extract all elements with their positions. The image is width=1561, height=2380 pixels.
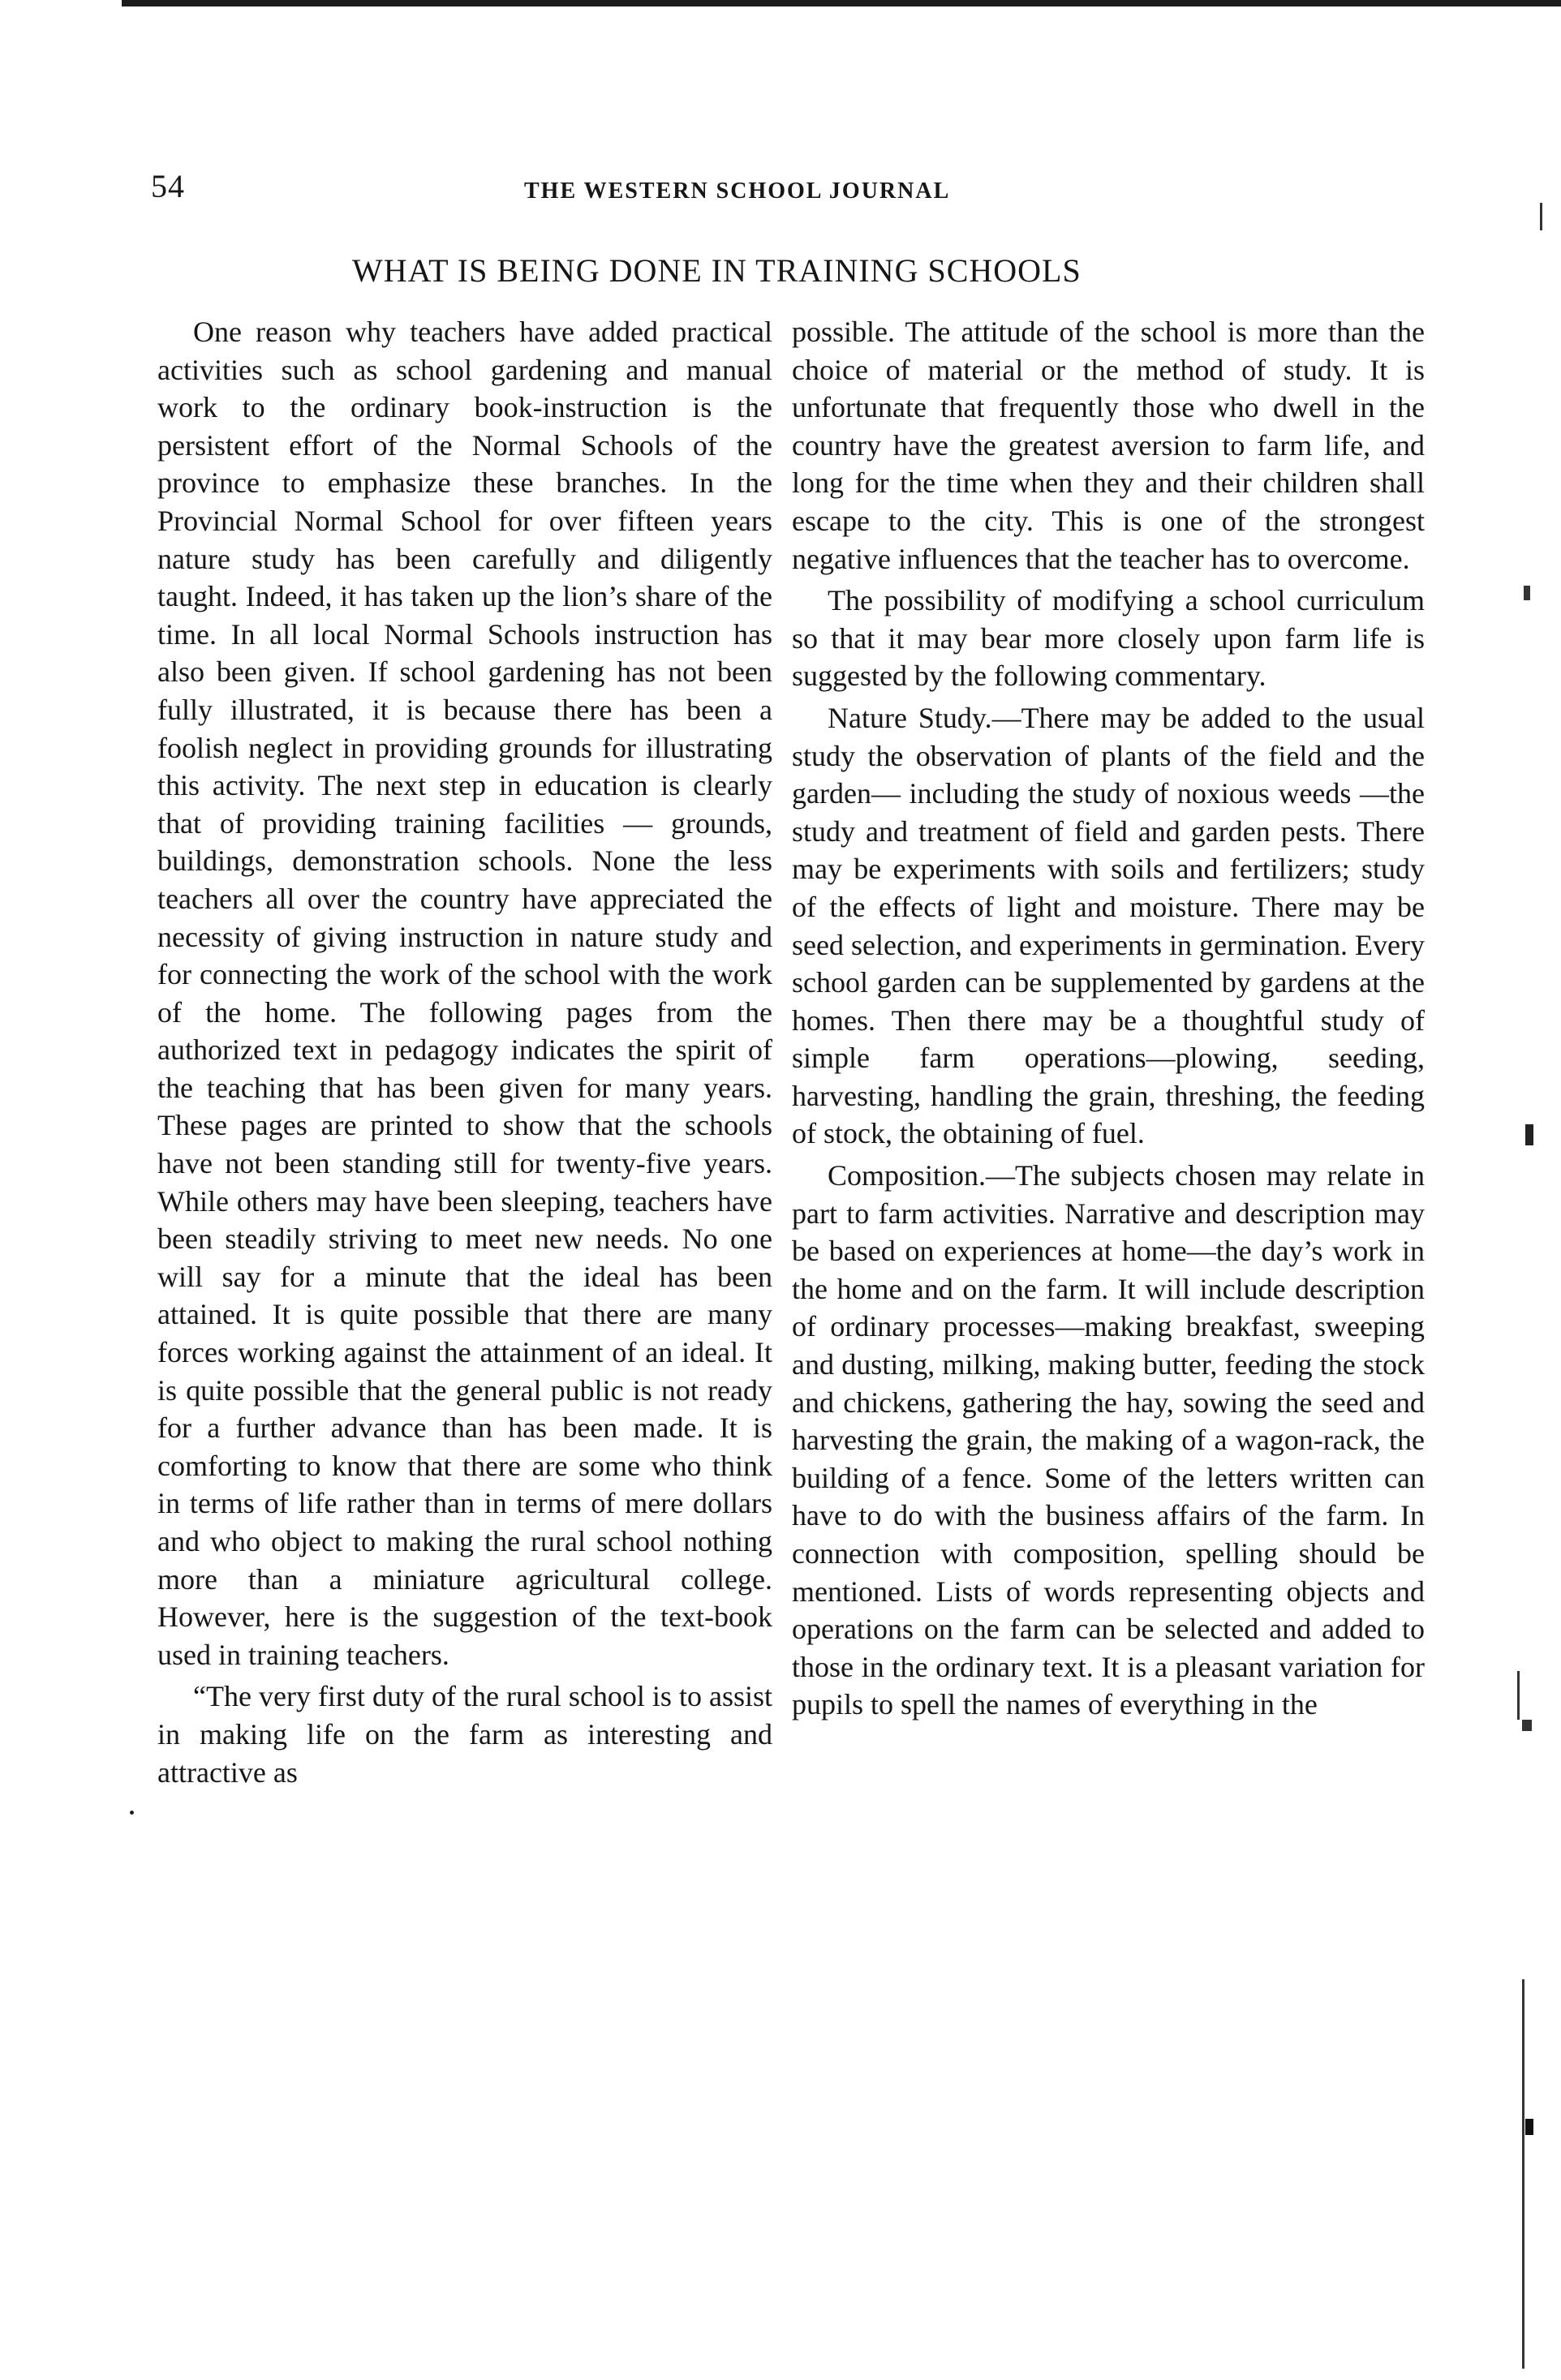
scan-edge-mark (1525, 2119, 1533, 2135)
scan-edge-mark (1524, 586, 1530, 600)
right-text-column (792, 313, 1425, 1724)
journal-running-head: THE WESTERN SCHOOL JOURNAL (524, 178, 951, 204)
page-number: 54 (151, 168, 185, 204)
top-edge-rule (122, 0, 1561, 6)
paragraph: possible. The attitude of the school is more than the choice of material or the method of study. It is unfortunate that frequently those who dwell in the country have the greatest aversion to farm life, and long for the time when they and their children shall escape to the city. This is one of the strongest negative influences that the teacher has to overcome. (792, 316, 1425, 575)
paragraph: The possibility of modifying a school curriculum so that it may bear more closely upon farm life is suggested by the following commentary. (792, 584, 1425, 693)
paragraph: Composition.—The subjects chosen may relate in part to farm activities. Narrative and description may be based on experiences at home—the day’s work in the home and on the farm. It will include description of ordinary processes—making breakfast, sweeping and dusting, milking, making butter, feeding the stock and chickens, gathering the hay, sowing the seed and harvesting the grain, the making of a wagon-rack, the building of a fence. Some of the letters written can have to do with the business affairs of the farm. In connection with composition, spelling should be mentioned. Lists of words representing objects and operations on the farm can be selected and added to those in the ordinary text. It is a pleasant variation for pupils to spell the names of everything in the (792, 1159, 1425, 1721)
scan-edge-mark (1522, 1720, 1532, 1731)
left-text-column (157, 313, 772, 1791)
paragraph: One reason why teachers have added practical activities such as school gardening and manual work to the ordinary book-instruction is the persistent effort of the Normal Schools of the province to emphasize these branches. In the Provincial Normal School for over fifteen years nature study has been carefully and diligently taught. Indeed, it has taken up the lion’s share of the time. In all local Normal Schools instruction has also been given. If school gardening has not been fully illustrated, it is because there has been a foolish neglect in providing grounds for illustrating this activity. The next step in education is clearly that of providing training facilities — grounds, buildings, demonstration schools. None the less teachers all over the country have appreciated the necessity of giving instruction in nature study and for connecting the work of the school with the work of the home. The following pages from the authorized text in pedagogy indicates the spirit of the teaching that has been given for many years. These pages are printed to show that the schools have not been standing still for twenty-five years. While others may have been sleeping, teachers have been steadily striving to meet new needs. No one will say for a minute that the ideal has been attained. It is quite possible that there are many forces working against the attainment of an ideal. It is quite possible that the general public is not ready for a further advance than has been made. It is comforting to know that there are some who think in terms of life rather than in terms of mere dollars and who object to making the rural school nothing more than a miniature agricultural college. However, here is the suggestion of the text-book used in training teachers. (157, 316, 772, 1671)
article-title: WHAT IS BEING DONE IN TRAINING SCHOOLS (352, 252, 1082, 289)
scan-edge-mark (1540, 203, 1542, 230)
scan-edge-mark (1522, 1979, 1524, 2369)
scan-edge-mark (130, 1811, 134, 1815)
scan-edge-mark (1525, 1124, 1533, 1145)
scan-edge-mark (1517, 1671, 1520, 1720)
paragraph: “The very first duty of the rural school is to assist in making life on the farm as interesting and attractive as (157, 1680, 772, 1789)
paragraph: Nature Study.—There may be added to the usual study the observation of plants of the field and the garden— including the study of noxious weeds —the study and treatment of field and garden pests. There may be experiments with soils and fertilizers; study of the effects of light and moisture. There may be seed selection, and experiments in germination. Every school garden can be supplemented by gardens at the homes. Then there may be a thoughtful study of simple farm operations—plowing, seeding, harvesting, handling the grain, threshing, the feeding of stock, the obtaining of fuel. (792, 701, 1425, 1150)
